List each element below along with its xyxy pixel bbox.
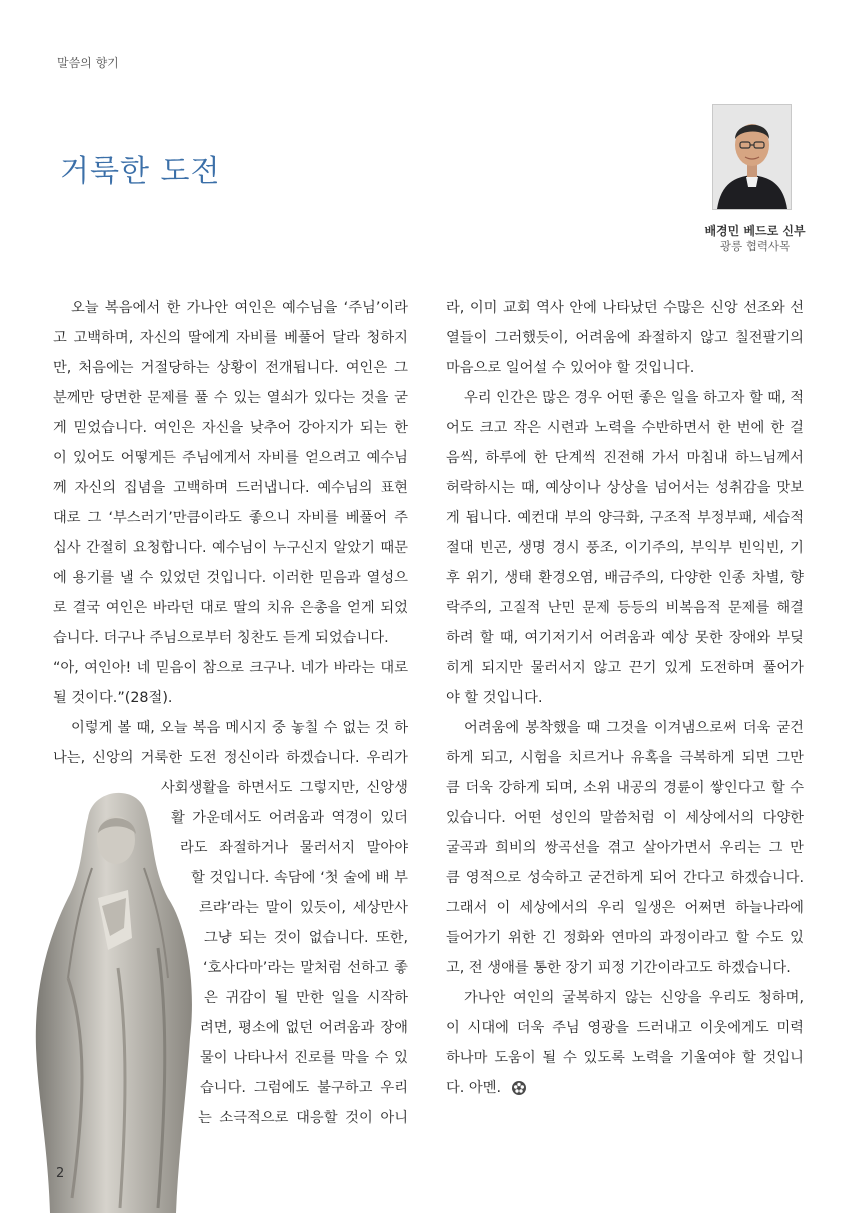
article-column-right — [446, 293, 804, 1103]
text-line: 활 가운데서도 어려움과 역경이 있더 — [171, 810, 408, 826]
author-photo — [712, 104, 792, 210]
text-line: 로 결국 여인은 바라던 대로 딸의 치유 은총을 얻게 되었 — [53, 600, 408, 616]
text-line: 이 시대에 더욱 주님 영광을 드러내고 이웃에게도 미력 — [446, 1020, 804, 1036]
text-line: 될 것이다.”(28절). — [53, 690, 173, 706]
text-line: 어려움에 봉착했을 때 그것을 이겨냄으로써 더욱 굳건 — [464, 720, 804, 736]
text-line: 가나안 여인의 굴복하지 않는 신앙을 우리도 청하며, — [464, 990, 804, 1006]
article-title: 거룩한 도전 — [60, 154, 221, 189]
text-line: “아, 여인아! 네 믿음이 참으로 크구나. 네가 바라는 대로 — [53, 660, 408, 676]
text-line: 라도 좌절하거나 물러서지 말아야 — [180, 840, 408, 856]
text-line: 게 됩니다. 예컨대 부의 양극화, 구조적 부정부패, 세습적 — [446, 510, 804, 526]
text-line: 은 귀감이 될 만한 일을 시작하 — [204, 990, 408, 1006]
text-line: 이렇게 볼 때, 오늘 복음 메시지 중 놓칠 수 없는 것 하 — [71, 720, 408, 736]
text-line: 려면, 평소에 없던 어려움과 장애 — [200, 1020, 408, 1036]
text-line: 있습니다. 어떤 성인의 말씀처럼 이 세상에서의 다양한 — [446, 810, 804, 826]
text-line: 고, 전 생애를 통한 장기 피정 기간이라고도 하겠습니다. — [446, 960, 791, 976]
text-line: 하나마 도움이 될 수 있도록 노력을 기울여야 할 것입니 — [446, 1050, 804, 1066]
text-line: 사회생활을 하면서도 그렇지만, 신앙생 — [161, 780, 408, 796]
text-line: 이 있어도 어떻게든 주님에게서 자비를 얻으려고 예수님 — [53, 450, 408, 466]
text-line: 하게 되고, 시험을 치르거나 유혹을 극복하게 되면 그만 — [446, 750, 804, 766]
text-line: 라, 이미 교회 역사 안에 나타났던 수많은 신앙 선조와 선 — [446, 300, 804, 316]
author-name: 배경민 베드로 신부 — [704, 224, 806, 238]
text-line: 음씩, 하루에 한 단계씩 진전해 가서 마침내 하느님께서 — [446, 450, 804, 466]
author-role: 광릉 협력사목 — [719, 239, 791, 253]
text-line: 큼 더욱 강하게 되며, 소위 내공의 경륜이 쌓인다고 할 수 — [446, 780, 804, 796]
text-line: 십사 간절히 요청합니다. 예수님이 누구신지 알았기 때문 — [53, 540, 408, 556]
text-line: 열들이 그러했듯이, 어려움에 좌절하지 않고 칠전팔기의 — [446, 330, 804, 346]
text-line: 큼 영적으로 성숙하고 굳건하게 되어 간다고 하겠습니다. — [446, 870, 804, 886]
text-line — [446, 1073, 804, 1103]
text-line: 우리 인간은 많은 경우 어떤 좋은 일을 하고자 할 때, 적 — [464, 390, 805, 406]
author-portrait-image — [713, 105, 791, 209]
end-mark-icon — [511, 1080, 527, 1096]
text-line: 는 소극적으로 대응할 것이 아니 — [198, 1110, 408, 1126]
text-line: 야 할 것입니다. — [446, 690, 543, 706]
text-line: 허락하시는 때, 예상이나 상상을 넘어서는 성취감을 맛보 — [446, 480, 804, 496]
text-line: 습니다. 더구나 주님으로부터 칭찬도 듣게 되었습니다. — [53, 630, 389, 646]
text-line: 물이 나타나서 진로를 막을 수 있 — [200, 1050, 408, 1066]
text-line: 굴곡과 희비의 쌍곡선을 겪고 살아가면서 우리는 그 만 — [446, 840, 804, 856]
text-line: 그래서 이 세상에서의 우리 일생은 어쩌면 하늘나라에 — [446, 900, 804, 916]
text-line: 들어가기 위한 긴 정화와 연마의 과정이라고 할 수도 있 — [446, 930, 804, 946]
text-line: 습니다. 그럼에도 불구하고 우리 — [200, 1080, 408, 1096]
text-line: 히게 되지만 물러서지 않고 끈기 있게 도전하며 풀어가 — [446, 660, 804, 676]
article-column-left — [53, 293, 408, 1133]
text-line: 어도 크고 작은 시련과 노력을 수반하면서 한 번에 한 걸 — [446, 420, 804, 436]
page-number: 2 — [56, 1166, 65, 1181]
text-line: 마음으로 일어설 수 있어야 할 것입니다. — [446, 360, 695, 376]
text-line: 르랴’라는 말이 있듯이, 세상만사 — [199, 900, 408, 916]
text-line: 대로 그 ‘부스러기’만큼이라도 좋으니 자비를 베풀어 주 — [53, 510, 408, 526]
text-line: 후 위기, 생태 환경오염, 배금주의, 다양한 인종 차별, 향 — [446, 570, 804, 586]
text-line: 만, 처음에는 거절당하는 상황이 전개됩니다. 여인은 그 — [53, 360, 408, 376]
text-line: 분께만 당면한 문제를 풀 수 있는 열쇠가 있다는 것을 굳 — [53, 390, 408, 406]
text-line: 그냥 되는 것이 없습니다. 또한, — [204, 930, 408, 946]
text-line: 나는, 신앙의 거룩한 도전 정신이라 하겠습니다. 우리가 — [53, 750, 408, 766]
text-line: 오늘 복음에서 한 가나안 여인은 예수님을 ‘주님’이라 — [71, 300, 408, 316]
text-line: 할 것입니다. 속담에 ‘첫 술에 배 부 — [191, 870, 408, 886]
text-line: 께 자신의 집념을 고백하며 드러냅니다. 예수님의 표현 — [53, 480, 408, 496]
text-line: ‘호사다마’라는 말처럼 선하고 좋 — [203, 960, 408, 976]
section-label: 말씀의 향기 — [57, 56, 119, 70]
text-line: 고 고백하며, 자신의 딸에게 자비를 베풀어 달라 청하지 — [53, 330, 408, 346]
text-line: 하려 할 때, 여기저기서 어려움과 예상 못한 장애와 부딪 — [446, 630, 804, 646]
text-line: 절대 빈곤, 생명 경시 풍조, 이기주의, 부익부 빈익빈, 기 — [446, 540, 804, 556]
closing-text: 다. 아멘. — [446, 1080, 502, 1096]
text-line: 게 믿었습니다. 여인은 자신을 낮추어 강아지가 되는 한 — [53, 420, 408, 436]
text-line: 락주의, 고질적 난민 문제 등등의 비복음적 문제를 해결 — [446, 600, 804, 616]
text-line: 에 용기를 낼 수 있었던 것입니다. 이러한 믿음과 열성으 — [53, 570, 408, 586]
